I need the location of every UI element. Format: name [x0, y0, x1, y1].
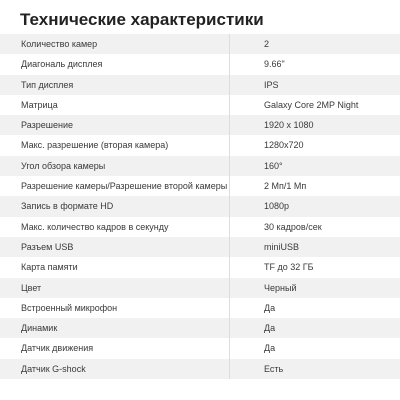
spec-row: [0, 359, 400, 379]
spec-value: miniUSB: [264, 241, 300, 252]
spec-row: [0, 196, 400, 216]
spec-row: [0, 135, 400, 155]
spec-value: 30 кадров/сек: [264, 221, 322, 232]
spec-label: Карта памяти: [0, 257, 230, 277]
spec-value: Да: [264, 343, 276, 354]
spec-label: Разъем USB: [0, 237, 230, 257]
spec-label: Датчик G-shock: [0, 359, 230, 379]
spec-value: Черный: [264, 282, 297, 293]
spec-label: Запись в формате HD: [0, 196, 230, 216]
spec-label: Угол обзора камеры: [0, 156, 230, 176]
spec-row: [0, 176, 400, 196]
spec-row: [0, 278, 400, 298]
spec-row: [0, 257, 400, 277]
spec-label: Встроенный микрофон: [0, 298, 230, 318]
spec-row: [0, 298, 400, 318]
spec-value: 1920 x 1080: [264, 120, 314, 131]
spec-value: 1280x720: [264, 140, 304, 151]
spec-label: Макс. разрешение (вторая камера): [0, 135, 230, 155]
spec-value: Да: [264, 323, 276, 334]
spec-label: Разрешение: [0, 115, 230, 135]
page-title: Технические характеристики: [20, 10, 264, 29]
spec-value: 1080p: [264, 201, 290, 212]
spec-label: Разрешение камеры/Разрешение второй камеры: [0, 176, 230, 196]
spec-row: [0, 338, 400, 358]
spec-row: [0, 75, 400, 95]
spec-value: 2 Мп/1 Мп: [264, 181, 307, 192]
spec-value: TF до 32 ГБ: [264, 262, 314, 273]
spec-label: Количество камер: [0, 34, 230, 54]
spec-label: Динамик: [0, 318, 230, 338]
spec-label: Цвет: [0, 278, 230, 298]
spec-row: [0, 54, 400, 74]
spec-row: [0, 217, 400, 237]
spec-label: Диагональ дисплея: [0, 54, 230, 74]
spec-row: [0, 237, 400, 257]
spec-label: Тип дисплея: [0, 75, 230, 95]
spec-value: 9.66": [264, 59, 285, 70]
spec-row: [0, 95, 400, 115]
spec-value: Есть: [264, 363, 284, 374]
spec-table: [0, 34, 400, 379]
spec-row: [0, 34, 400, 54]
spec-label: Макс. количество кадров в секунду: [0, 217, 230, 237]
spec-value: 2: [264, 39, 270, 49]
spec-label: Матрица: [0, 95, 230, 115]
spec-row: [0, 156, 400, 176]
spec-value: Да: [264, 302, 276, 313]
spec-value: 160°: [264, 160, 283, 171]
spec-label: Датчик движения: [0, 338, 230, 358]
spec-row: [0, 318, 400, 338]
spec-value: Galaxy Core 2MP Night: [264, 99, 359, 110]
spec-value: IPS: [264, 79, 279, 90]
spec-row: [0, 115, 400, 135]
